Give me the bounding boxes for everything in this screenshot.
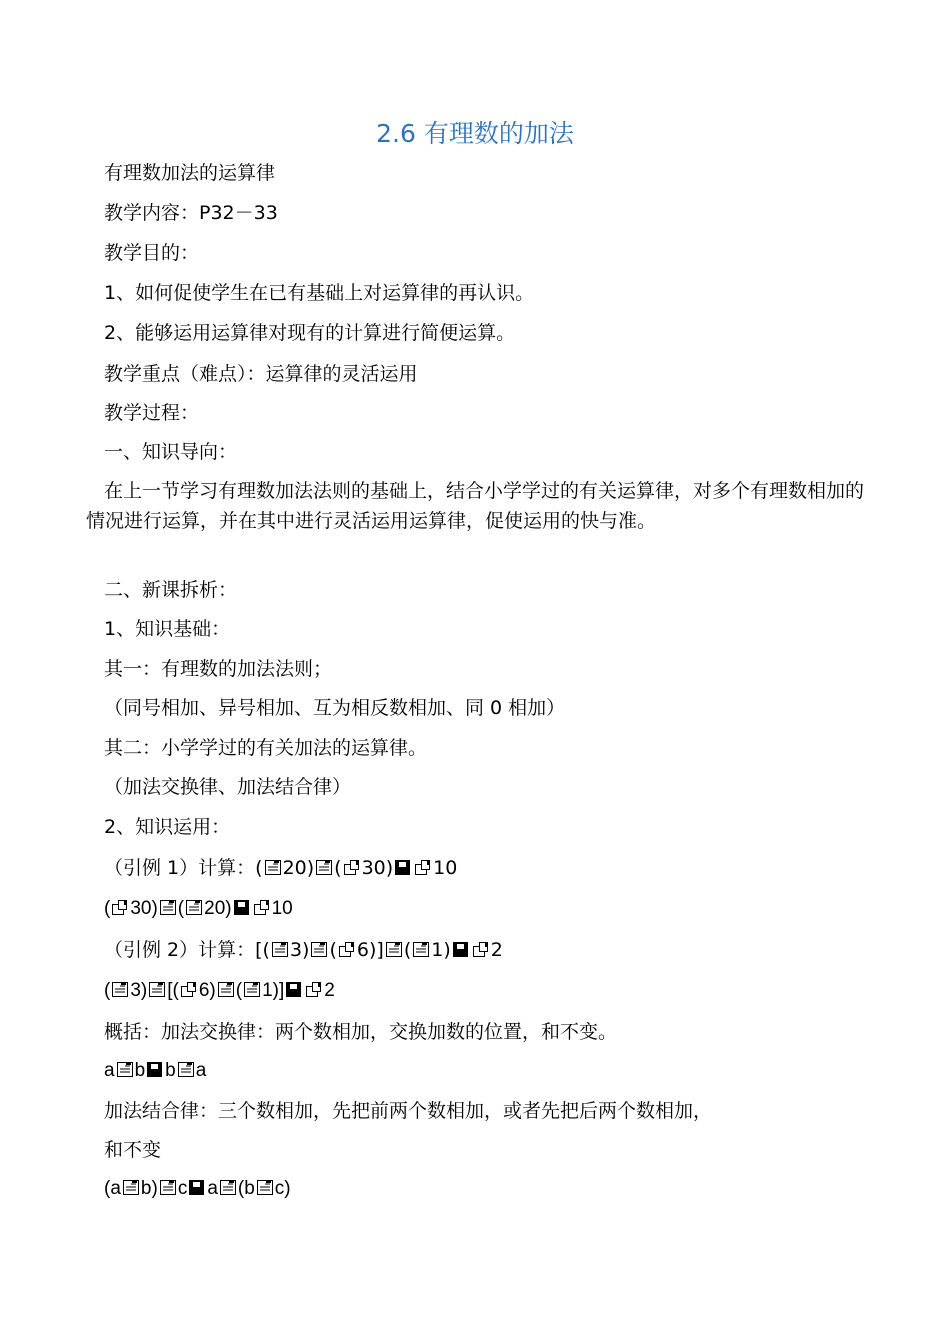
math-token: c) <box>274 1178 291 1199</box>
example-1-swapped <box>104 896 293 922</box>
math-token: 10 <box>433 857 458 879</box>
math-token: 10 <box>271 898 293 919</box>
equals-glyph <box>146 1061 164 1078</box>
math-token: 3) <box>289 939 310 961</box>
math-token: ( <box>403 939 412 961</box>
associative-rule-line-1: 加法结合律：三个数相加，先把前两个数相加，或者先把后两个数相加， <box>104 1100 713 1122</box>
plus-glyph <box>385 941 403 958</box>
associative-formula <box>104 1176 291 1202</box>
plus-glyph <box>159 899 177 916</box>
plus-glyph <box>310 941 328 958</box>
example-1-expression <box>255 857 457 879</box>
math-token: (a <box>104 1178 121 1199</box>
commutative-formula <box>104 1058 206 1084</box>
math-token: 2 <box>324 980 335 1001</box>
rule-1-note: （同号相加、异号相加、互为相反数相加、同 0 相加） <box>104 697 566 719</box>
math-token: b) <box>140 1178 158 1199</box>
knowledge-basis: 1、知识基础： <box>104 618 231 640</box>
math-token: 3) <box>130 980 148 1001</box>
process-heading: 教学过程： <box>104 402 200 424</box>
plus-glyph <box>159 1179 177 1196</box>
math-token: 1) <box>431 939 451 961</box>
example-2-label: （引例 2）计算： <box>104 939 256 961</box>
math-token: 1)] <box>262 980 285 1001</box>
math-token: 20) <box>282 857 315 879</box>
minus-glyph <box>111 899 129 916</box>
page-title: 2.6 有理数的加法 <box>376 119 574 148</box>
math-token: b <box>165 1060 176 1081</box>
math-token: 30) <box>361 857 394 879</box>
knowledge-application: 2、知识运用： <box>104 816 231 838</box>
intro-paragraph: 在上一节学习有理数加法法则的基础上，结合小学学过的有关运算律，对多个有理数相加的情况进行运算，并在其中进行灵活运用运算律，促使运用的快与准。 <box>86 480 865 532</box>
key-point: 教学重点（难点）：运算律的灵活运用 <box>104 363 418 385</box>
equals-glyph <box>188 1179 206 1196</box>
plus-glyph <box>264 859 282 876</box>
plus-glyph <box>111 981 129 998</box>
minus-glyph <box>472 941 490 958</box>
math-token: c <box>177 1178 188 1199</box>
math-token: ( <box>104 898 111 919</box>
example-1 <box>104 855 457 881</box>
math-token: a <box>104 1060 115 1081</box>
section-2-heading: 二、新课拆析： <box>104 579 238 601</box>
rule-2: 其二：小学学过的有关加法的运算律。 <box>104 737 428 759</box>
math-token: 6) <box>198 980 216 1001</box>
plus-glyph <box>256 1179 274 1196</box>
subtitle: 有理数加法的运算律 <box>104 162 276 184</box>
minus-glyph <box>414 859 432 876</box>
example-2 <box>104 937 503 963</box>
equals-glyph <box>233 899 251 916</box>
example-1-label: （引例 1）计算： <box>104 857 256 879</box>
math-token: a <box>207 1178 218 1199</box>
math-token: ( <box>177 898 185 919</box>
minus-glyph <box>343 859 361 876</box>
math-token: 2 <box>490 939 503 961</box>
plus-glyph <box>412 941 430 958</box>
plus-glyph <box>185 899 203 916</box>
equals-glyph <box>394 859 412 876</box>
example-2-regrouped <box>104 978 335 1004</box>
minus-glyph <box>253 899 271 916</box>
rule-2-note: （加法交换律、加法结合律） <box>104 776 352 798</box>
minus-glyph <box>338 941 356 958</box>
summary-commutative: 概括：加法交换律：两个数相加，交换加数的位置，和不变。 <box>104 1021 618 1043</box>
minus-glyph <box>305 981 323 998</box>
math-token: ( <box>329 939 337 961</box>
math-token: [( <box>255 939 270 961</box>
math-token: ( <box>235 980 243 1001</box>
example-2-expression <box>255 939 503 961</box>
math-token: a <box>195 1060 207 1081</box>
goal-1: 1、如何促使学生在已有基础上对运算律的再认识。 <box>104 282 535 304</box>
equals-glyph <box>285 981 303 998</box>
goal-heading: 教学目的： <box>104 242 200 264</box>
associative-rule-line-2: 和不变 <box>104 1139 162 1161</box>
math-token: 20) <box>204 898 232 919</box>
teaching-content: 教学内容：P32－33 <box>104 202 278 224</box>
math-token: 30) <box>130 898 158 919</box>
plus-glyph <box>217 981 235 998</box>
math-token: ( <box>104 980 111 1001</box>
goal-2: 2、能够运用运算律对现有的计算进行简便运算。 <box>104 322 516 344</box>
plus-glyph <box>177 1061 195 1078</box>
plus-glyph <box>219 1179 237 1196</box>
rule-1: 其一：有理数的加法法则； <box>104 658 333 680</box>
minus-glyph <box>180 981 198 998</box>
section-1-heading: 一、知识导向： <box>104 441 238 463</box>
plus-glyph <box>243 981 261 998</box>
plus-glyph <box>116 1061 134 1078</box>
math-token: 6)] <box>356 939 384 961</box>
math-token: ( <box>255 857 263 879</box>
plus-glyph <box>315 859 333 876</box>
plus-glyph <box>122 1179 140 1196</box>
math-token: b <box>134 1060 146 1081</box>
equals-glyph <box>452 941 470 958</box>
math-token: (b <box>237 1178 255 1199</box>
math-token: ( <box>334 857 342 879</box>
plus-glyph <box>271 941 289 958</box>
plus-glyph <box>148 981 166 998</box>
math-token: [( <box>167 980 179 1001</box>
